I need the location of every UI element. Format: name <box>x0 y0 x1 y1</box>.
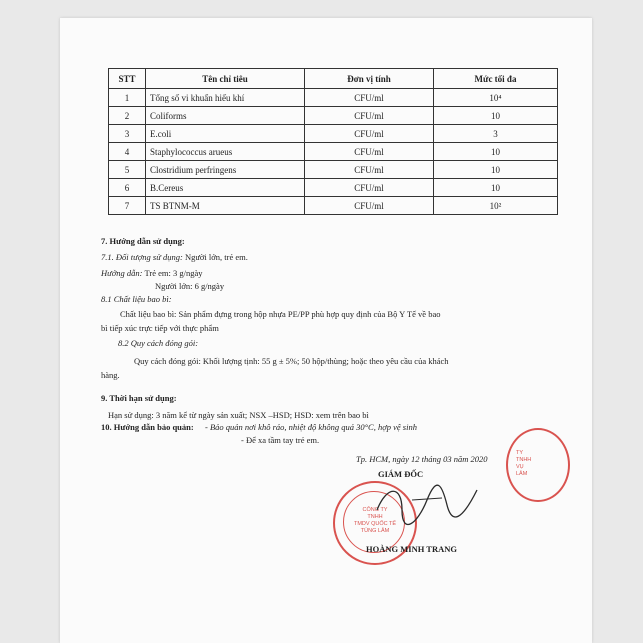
page-edge-stamp: TY TNHH VỤ LÂM <box>506 428 570 502</box>
cell-unit: CFU/ml <box>305 125 434 143</box>
guide-child: Trẻ em: 3 g/ngày <box>144 268 203 278</box>
cell-max: 10 <box>434 161 558 179</box>
cell-unit: CFU/ml <box>305 143 434 161</box>
cell-stt: 7 <box>109 197 146 215</box>
cell-name: TS BTNM-M <box>146 197 305 215</box>
cell-stt: 1 <box>109 89 146 107</box>
target-line <box>101 252 248 262</box>
cell-name: B.Cereus <box>146 179 305 197</box>
cell-stt: 4 <box>109 143 146 161</box>
cell-max: 3 <box>434 125 558 143</box>
table-row <box>109 89 558 107</box>
cell-stt: 3 <box>109 125 146 143</box>
table-row <box>109 197 558 215</box>
cell-name: Clostridium perfringens <box>146 161 305 179</box>
section9-text: Hạn sử dụng: 3 năm kể từ ngày sản xuất; NSX –HSD; HSD: xem trên bao bì <box>108 410 369 420</box>
packaging-text-1: Chất liệu bao bì: Sản phẩm đựng trong hộp nhựa PE/PP phù hợp quy định của Bộ Y Tế về bao <box>120 309 441 319</box>
storage-item-2: - Để xa tầm tay trẻ em. <box>241 435 320 445</box>
pack-method-text-1: Quy cách đóng gói: Khối lượng tịnh: 55 g ± 5%; 50 hộp/thùng; hoặc theo yêu cầu của khách <box>134 356 449 366</box>
table-row <box>109 143 558 161</box>
section9-heading: 9. Thời hạn sử dụng: <box>101 393 177 403</box>
header-max: Mức tối đa <box>434 69 558 89</box>
director-title: GIÁM ĐỐC <box>378 469 424 479</box>
storage-item-1: - Bảo quản nơi khô ráo, nhiệt độ không quá 30°C, hợp vệ sinh <box>205 422 417 432</box>
company-stamp: CÔNG TY TNHH TMDV QUỐC TẾ TÙNG LÂM <box>333 481 417 565</box>
packaging-label: 8.1 Chất liệu bao bì: <box>101 294 172 304</box>
director-name: HOÀNG MINH TRANG <box>366 544 457 554</box>
pack-method-text-2: hàng. <box>101 370 120 380</box>
cell-name: Coliforms <box>146 107 305 125</box>
signature-scribble <box>372 480 482 530</box>
section7-heading: 7. Hướng dẫn sử dụng: <box>101 236 185 246</box>
cell-unit: CFU/ml <box>305 161 434 179</box>
spec-table <box>108 68 558 215</box>
table-row <box>109 107 558 125</box>
section10-heading: 10. Hướng dẫn bảo quản: <box>101 422 194 432</box>
cell-stt: 6 <box>109 179 146 197</box>
cell-max: 10² <box>434 197 558 215</box>
guide-adult: Người lớn: 6 g/ngày <box>155 281 225 291</box>
cell-max: 10⁴ <box>434 89 558 107</box>
table-header-row <box>109 69 558 89</box>
cell-unit: CFU/ml <box>305 107 434 125</box>
cell-max: 10 <box>434 179 558 197</box>
cell-unit: CFU/ml <box>305 179 434 197</box>
pack-method-label: 8.2 Quy cách đóng gói: <box>118 338 199 348</box>
table-row <box>109 125 558 143</box>
header-unit: Đơn vị tính <box>305 69 434 89</box>
cell-name: Staphylococcus arueus <box>146 143 305 161</box>
table-row <box>109 161 558 179</box>
header-name: Tên chỉ tiêu <box>146 69 305 89</box>
cell-name: E.coli <box>146 125 305 143</box>
cell-max: 10 <box>434 143 558 161</box>
cell-name: Tổng số vi khuẩn hiếu khí <box>146 89 305 107</box>
cell-unit: CFU/ml <box>305 89 434 107</box>
packaging-text-2: bì tiếp xúc trực tiếp với thực phẩm <box>101 323 219 333</box>
cell-stt: 2 <box>109 107 146 125</box>
guide-line <box>101 268 203 278</box>
cell-stt: 5 <box>109 161 146 179</box>
guide-label: Hướng dẫn: <box>101 268 143 278</box>
table-row <box>109 179 558 197</box>
date-line: Tp. HCM, ngày 12 tháng 03 năm 2020 <box>356 454 488 464</box>
target-value: Người lớn, trẻ em. <box>184 252 248 262</box>
cell-max: 10 <box>434 107 558 125</box>
cell-unit: CFU/ml <box>305 197 434 215</box>
header-stt: STT <box>109 69 146 89</box>
target-label: 7.1. Đối tượng sử dụng: <box>101 252 183 262</box>
